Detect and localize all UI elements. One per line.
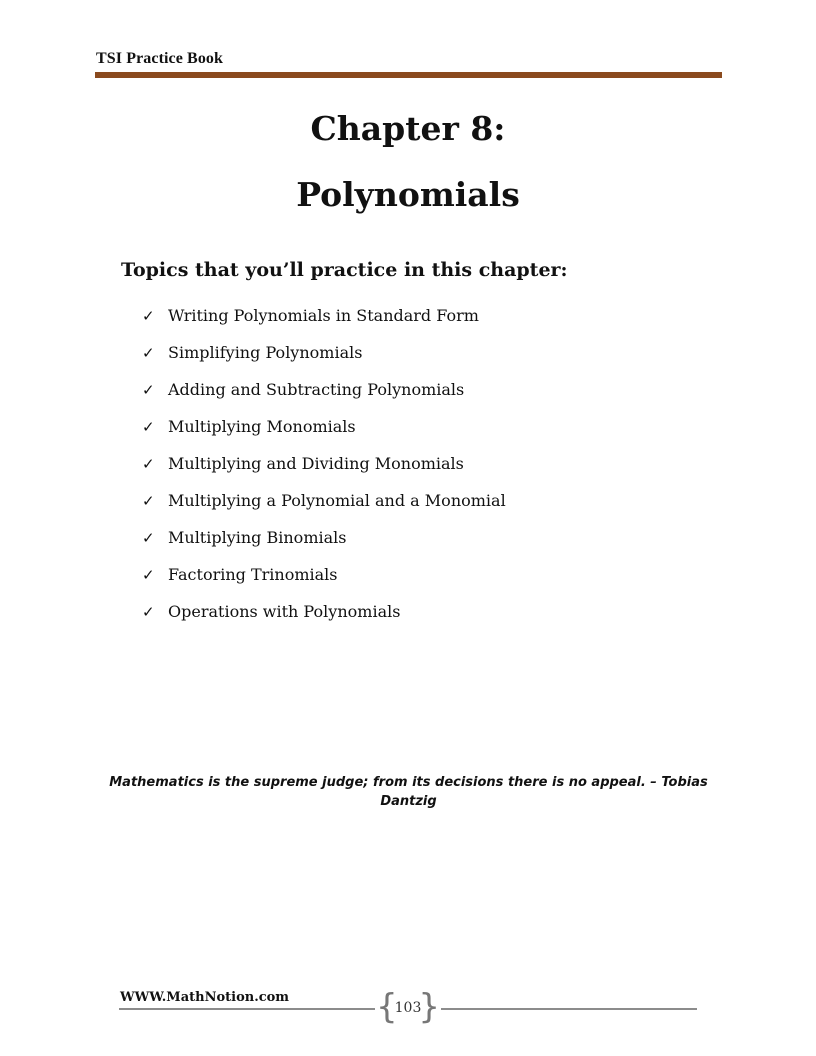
footer-website: WWW.MathNotion.com	[120, 990, 290, 1005]
left-brace-icon: {	[376, 987, 398, 1027]
topic-label: Multiplying Monomials	[168, 417, 356, 436]
list-item	[142, 558, 506, 595]
checkmark-icon: ✓	[142, 566, 155, 584]
topic-label: Multiplying and Dividing Monomials	[168, 454, 464, 473]
list-item	[142, 299, 506, 336]
checkmark-icon: ✓	[142, 381, 155, 399]
checkmark-icon: ✓	[142, 529, 155, 547]
topics-heading: Topics that you’ll practice in this chapter:	[121, 259, 568, 281]
list-item	[142, 595, 506, 632]
header-rule	[95, 72, 722, 78]
list-item	[142, 336, 506, 373]
topics-list	[142, 299, 506, 632]
list-item	[142, 373, 506, 410]
checkmark-icon: ✓	[142, 603, 155, 621]
right-brace-icon: }	[418, 987, 440, 1027]
topic-label: Adding and Subtracting Polynomials	[168, 380, 465, 399]
running-header-title: TSI Practice Book	[96, 50, 224, 67]
checkmark-icon: ✓	[142, 344, 155, 362]
topic-label: Multiplying a Polynomial and a Monomial	[168, 491, 506, 510]
chapter-title	[0, 96, 816, 228]
chapter-quote: Mathematics is the supreme judge; from its decisions there is no appeal. – Tobias Dantzig	[109, 775, 708, 809]
topic-label: Multiplying Binomials	[168, 528, 347, 547]
chapter-number: Chapter 8:	[310, 109, 506, 148]
list-item	[142, 447, 506, 484]
topic-label: Factoring Trinomials	[168, 565, 338, 584]
footer-rule-left	[119, 1008, 375, 1010]
topic-label: Simplifying Polynomials	[168, 343, 363, 362]
checkmark-icon: ✓	[142, 492, 155, 510]
checkmark-icon: ✓	[142, 418, 155, 436]
footer-rule-right	[441, 1008, 697, 1010]
list-item	[142, 521, 506, 558]
checkmark-icon: ✓	[142, 307, 155, 325]
list-item	[142, 484, 506, 521]
list-item	[142, 410, 506, 447]
chapter-name: Polynomials	[296, 175, 520, 214]
topic-label: Operations with Polynomials	[168, 602, 401, 621]
checkmark-icon: ✓	[142, 455, 155, 473]
page-number-box	[376, 987, 440, 1027]
page-number: 103	[394, 1000, 422, 1016]
topic-label: Writing Polynomials in Standard Form	[168, 306, 479, 325]
